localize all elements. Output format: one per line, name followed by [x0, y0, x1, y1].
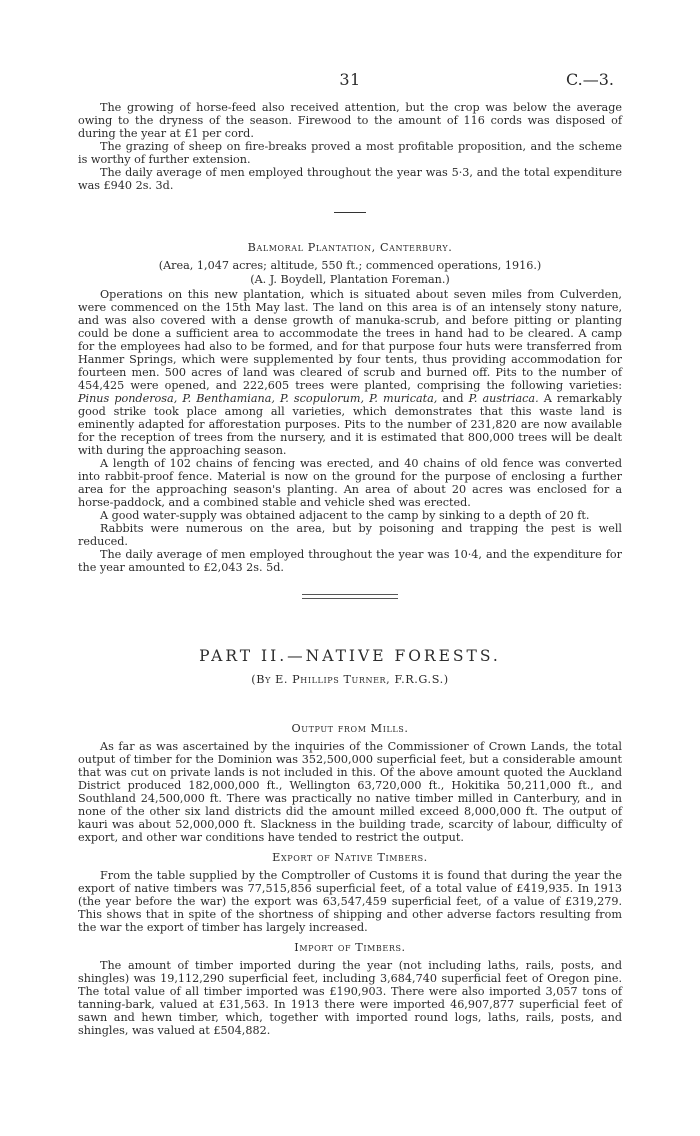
import-heading: Import of Timbers.: [294, 941, 406, 954]
section-divider: [78, 212, 622, 213]
part-two-byline: (By E. Phillips Turner, F.R.G.S.): [251, 673, 449, 686]
output-paragraph: As far as was ascertained by the inquiries of the Commissioner of Crown Lands, the total output of timber for the Dominion was 352,500,000 superficial feet, but a considerable amount that was cut on private lands is not included in this. Of the above amount quoted the Auckland District produced 182,000,000 ft., Wellington 63,720,000 ft., Hokitika 50,211,000 ft., and Southland 24,500,000 ft. There was practically no native timber milled in Canterbury, and in none of the other six land districts did the amount milled exceed 8,000,000 ft. The output of kauri was about 52,000,000 ft. Slackness in the building trade, scarcity of labour, difficulty of export, and other war conditions have tended to restrict the output.: [78, 740, 622, 844]
balmoral-section: [78, 241, 622, 574]
intro-paragraph-grazing: The grazing of sheep on fire-breaks proved a most profitable proposition, and the scheme is worthy of further extension.: [78, 140, 622, 166]
part-divider: [78, 594, 622, 599]
double-rule: [302, 594, 398, 599]
balmoral-title: Balmoral Plantation, Canterbury.: [247, 241, 453, 254]
intro-section: [78, 101, 622, 192]
export-paragraph: From the table supplied by the Comptroller of Customs it is found that during the year the export of native timbers was 77,515,856 superficial feet, of a total value of £419,935. In 1913 (the year before the war) the export was 63,547,459 superficial feet, of a value of £319,279. This shows that in spite of the shortness of shipping and other adverse factors resulting from the war the export of timber has largely increased.: [78, 869, 622, 934]
intro-paragraph-horse-feed: The growing of horse-feed also received attention, but the crop was below the average owing to the dryness of the season. Firewood to the amount of 116 cords was disposed of during the year at £1 per cord.: [78, 101, 622, 140]
balmoral-subtitle: (Area, 1,047 acres; altitude, 550 ft.; commenced operations, 1916.): [158, 259, 542, 272]
export-heading: Export of Native Timbers.: [272, 851, 428, 864]
part-two-title: PART II.—NATIVE FORESTS.: [199, 647, 501, 665]
intro-paragraph-expenditure: The daily average of men employed throughout the year was 5·3, and the total expenditure was £940 2s. 3d.: [78, 166, 622, 192]
balmoral-expenditure-paragraph: The daily average of men employed throughout the year was 10·4, and the expenditure for the year amounted to £2,043 2s. 5d.: [78, 548, 622, 574]
balmoral-rabbits-paragraph: Rabbits were numerous on the area, but by poisoning and trapping the pest is well reduced.: [78, 522, 622, 548]
export-section: [78, 851, 622, 934]
short-rule: [334, 212, 366, 213]
import-section: [78, 941, 622, 1037]
balmoral-fencing-paragraph: A length of 102 chains of fencing was erected, and 40 chains of old fence was converted into rabbit-proof fence. Material is now on the ground for the purpose of enclosing a further area for the approaching season's planting. An area of about 20 acres was enclosed for a horse-paddock, and a combined stable and vehicle shed was erected.: [78, 457, 622, 509]
page-number: 31: [339, 70, 361, 89]
part-two-header: [78, 647, 622, 686]
import-paragraph: The amount of timber imported during the year (not including laths, rails, posts, and shingles) was 19,112,290 superficial feet, including 3,684,740 superficial feet of Oregon pine. The total value of all timber imported was £190,903. There were also imported 3,057 tons of tanning-bark, valued at £31,563. In 1913 there were imported 46,907,877 superficial feet of sawn and hewn timber, which, together with imported round logs, laths, rails, posts, and shingles, was valued at £504,882.: [78, 959, 622, 1037]
balmoral-water-paragraph: A good water-supply was obtained adjacent to the camp by sinking to a depth of 20 ft.: [100, 509, 590, 522]
operations-and: and: [442, 392, 464, 405]
output-heading: Output from Mills.: [291, 722, 409, 735]
balmoral-foreman: (A. J. Boydell, Plantation Foreman.): [250, 273, 450, 286]
operations-text-a: Operations on this new plantation, which is situated about seven miles from Culverden, were commenced on the 15th May last. The land on this area is of an intensely stony nature, and was also covered with a dense growth of manuka-scrub, and before pitting or planting could be done a sufficient area to accommodate the trees in hand had to be cleared. A camp for the employees had also to be formed, and for that purpose four huts were transferred from Hanmer Springs, which were supplemented by four tents, thus providing accommodation for fourteen men. 500 acres of land was cleared of scrub and burned off. Pits to the number of 454,425 were opened, and 222,605 trees were planted, comprising the following varieties:: [78, 288, 622, 392]
report-reference: C.—3.: [565, 70, 614, 89]
balmoral-operations-paragraph: [78, 288, 622, 457]
output-section: [78, 722, 622, 844]
operations-text-b: A remarkably good strike took place among all varieties, which demonstrates that this waste land is eminently adapted for afforestation purposes. Pits to the number of 231,820 are now available for the reception of trees from the nursery, and it is estimated that 800,000 trees will be dealt with during the approaching season.: [78, 392, 623, 457]
species-list-a: Pinus ponderosa, P. Benthamiana, P. scopulorum, P. muricata,: [78, 392, 438, 405]
species-list-b: P. austriaca.: [468, 392, 539, 405]
